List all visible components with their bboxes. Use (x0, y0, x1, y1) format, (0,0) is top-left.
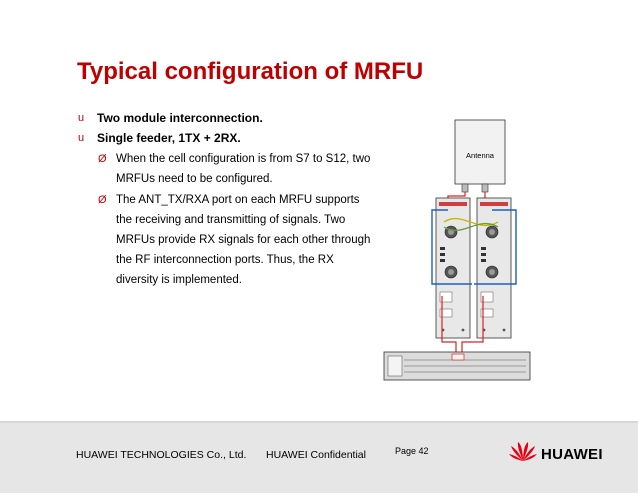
bullet-list (77, 108, 377, 290)
bullet-text: Single feeder, 1TX + 2RX. (97, 131, 241, 145)
sub-bullet-marker: Ø (98, 194, 107, 206)
slide-title: Typical configuration of MRFU (77, 58, 424, 85)
sub-bullet-line: MRFUs provide RX signals for each other through (116, 234, 371, 246)
sub-bullet-line: MRFUs need to be configured. (116, 173, 273, 185)
footer-divider (0, 421, 638, 423)
antenna-label: Antenna (466, 151, 494, 160)
bullet-item (77, 108, 377, 128)
sub-bullet-item (77, 149, 377, 189)
bullet-text: Two module interconnection. (97, 111, 263, 125)
sub-bullet-line: the RF interconnection ports. Thus, the RX (116, 254, 334, 266)
antenna (455, 120, 505, 192)
logo-text: HUAWEI (541, 446, 603, 463)
huawei-logo-icon (508, 439, 538, 463)
footer-confidential: HUAWEI Confidential (266, 449, 366, 461)
sub-bullet-line: When the cell configuration is from S7 to S12, two (116, 153, 371, 165)
footer-company: HUAWEI TECHNOLOGIES Co., Ltd. (76, 449, 247, 461)
sub-bullet-line: The ANT_TX/RXA port on each MRFU supports (116, 194, 360, 206)
bullet-item (77, 128, 377, 148)
sub-bullet-marker: Ø (98, 153, 107, 165)
feeder-line (484, 192, 485, 198)
bullet-marker: u (78, 112, 85, 124)
feeder-line (448, 192, 465, 198)
mrfu-module-2 (477, 198, 511, 338)
sub-bullet-line: diversity is implemented. (116, 274, 242, 286)
page-number: Page 42 (395, 446, 429, 456)
bts-subrack (384, 352, 530, 380)
mrfu-diagram (382, 114, 532, 384)
bullet-marker: u (78, 132, 85, 144)
sub-bullet-line: the receiving and transmitting of signals. Two (116, 214, 346, 226)
sub-bullet-item (77, 190, 377, 290)
